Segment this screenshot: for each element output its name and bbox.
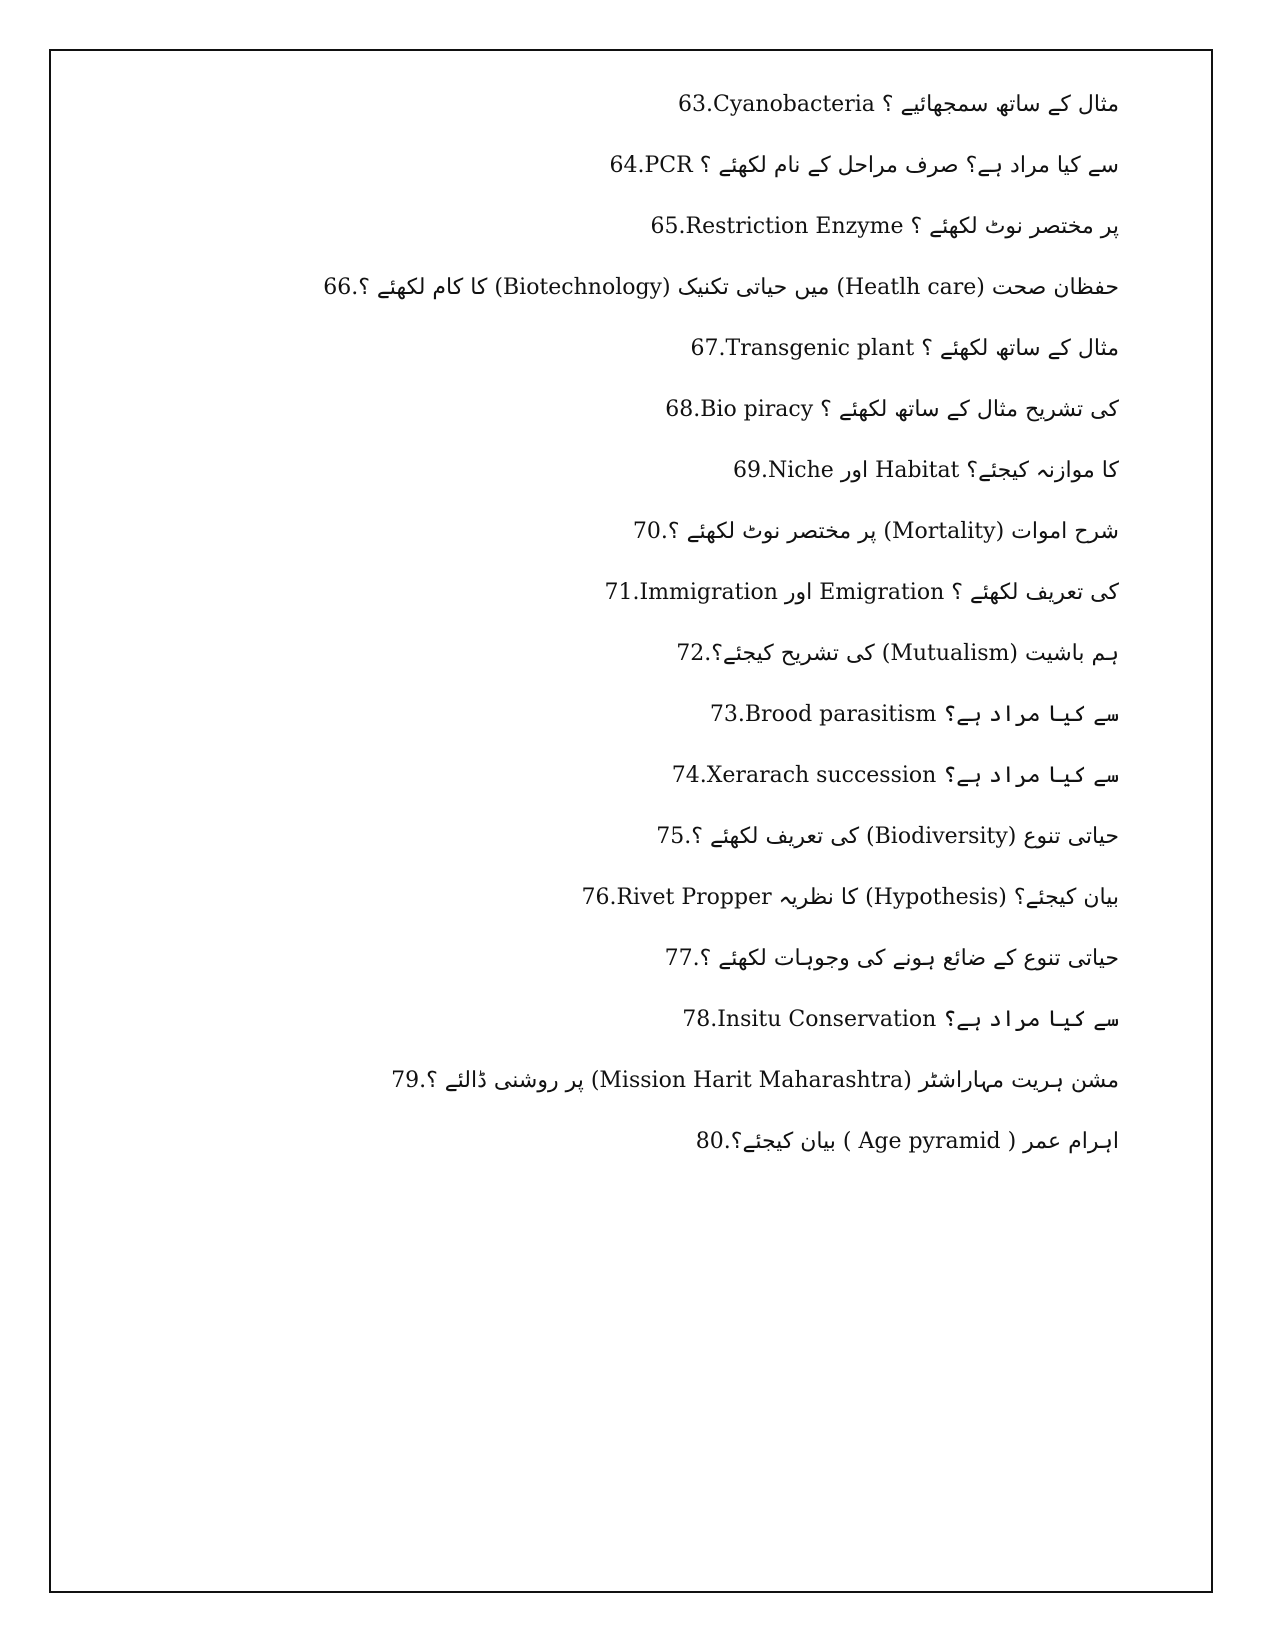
question-number: 67. (690, 336, 726, 361)
question-item (47, 1063, 1119, 1124)
question-item (47, 209, 1119, 270)
question-item (47, 636, 1119, 697)
question-text: Niche اور Habitat کا موازنہ کیجئے؟ (768, 458, 1119, 483)
question-item (47, 1002, 1119, 1063)
question-item (47, 331, 1119, 392)
page-border (49, 49, 1213, 1593)
question-item (47, 941, 1119, 1002)
question-text: Insitu Conservation سے کیا مراد ہے؟ (717, 1007, 1119, 1032)
question-text: Brood parasitism سے کیا مراد ہے؟ (744, 702, 1119, 727)
question-number: 63. (678, 92, 714, 117)
question-number: 71. (604, 580, 640, 605)
question-number: 74. (671, 763, 707, 788)
question-item (47, 697, 1119, 758)
question-item (47, 87, 1119, 148)
question-number: 79. (391, 1068, 427, 1093)
question-number: 68. (665, 397, 701, 422)
question-number: 77. (664, 946, 700, 971)
question-text: حیاتی تنوع کے ضائع ہونے کی وجوہات لکھئے ؟ (699, 946, 1119, 971)
question-item (47, 392, 1119, 453)
question-number: 75. (656, 824, 692, 849)
question-text: Restriction Enzyme پر مختصر نوٹ لکھئے ؟ (685, 214, 1119, 239)
question-number: 70. (632, 519, 668, 544)
question-list (47, 87, 1211, 1185)
question-number: 69. (733, 458, 769, 483)
question-item (47, 1124, 1119, 1185)
question-number: 76. (581, 885, 617, 910)
question-text: Xerarach succession سے کیا مراد ہے؟ (706, 763, 1119, 788)
question-item (47, 880, 1119, 941)
question-number: 65. (650, 214, 686, 239)
question-number: 78. (682, 1007, 718, 1032)
question-item (47, 575, 1119, 636)
question-item (47, 514, 1119, 575)
question-number: 73. (709, 702, 745, 727)
question-text: Immigration اور Emigration کی تعریف لکھئے ؟ (639, 580, 1119, 605)
question-number: 66. (323, 275, 359, 300)
question-text: ہم باشیت (Mutualism) کی تشریح کیجئے؟ (711, 641, 1119, 666)
question-text: Transgenic plant مثال کے ساتھ لکھئے ؟ (725, 336, 1119, 361)
question-text: Bio piracy کی تشریح مثال کے ساتھ لکھئے ؟ (700, 397, 1119, 422)
question-item (47, 148, 1119, 209)
question-item (47, 270, 1119, 331)
question-item (47, 758, 1119, 819)
question-item (47, 819, 1119, 880)
question-item (47, 453, 1119, 514)
question-text: PCR سے کیا مراد ہے؟ صرف مراحل کے نام لکھئے ؟ (644, 153, 1119, 178)
question-number: 64. (609, 153, 645, 178)
question-text: حفظان صحت (Heatlh care) میں حیاتی تکنیک (Biotechnology) کا کام لکھئے ؟ (358, 275, 1119, 300)
question-text: مشن ہریت مہاراشٹر (Mission Harit Maharashtra) پر روشنی ڈالئے ؟ (426, 1068, 1119, 1093)
question-text: Rivet Propper کا نظریہ (Hypothesis) بیان کیجئے؟ (616, 885, 1119, 910)
question-number: 80. (695, 1129, 731, 1154)
question-text: Cyanobacteria مثال کے ساتھ سمجھائیے ؟ (713, 92, 1119, 117)
question-text: حیاتی تنوع (Biodiversity) کی تعریف لکھئے ؟ (691, 824, 1119, 849)
question-text: اہرام عمر ( Age pyramid ) بیان کیجئے؟ (730, 1129, 1119, 1154)
question-text: شرح اموات (Mortality) پر مختصر نوٹ لکھئے ؟ (667, 519, 1119, 544)
question-number: 72. (676, 641, 712, 666)
